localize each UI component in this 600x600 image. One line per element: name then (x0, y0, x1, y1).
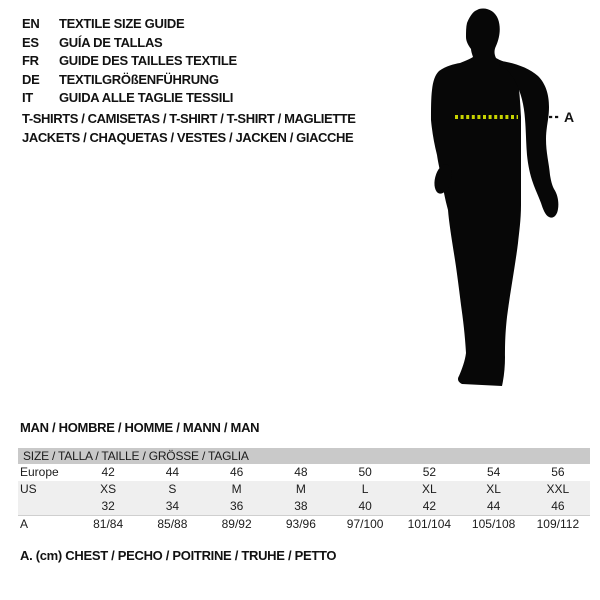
table-cell: M (295, 482, 306, 496)
table-cell: 46 (551, 499, 565, 513)
table-cell: 48 (294, 465, 308, 479)
table-cell: 44 (486, 499, 501, 513)
man-silhouette-figure (415, 5, 575, 395)
language-label: TEXTILE SIZE GUIDE (59, 16, 185, 31)
table-cell: XS (100, 482, 117, 496)
row-label: Europe (20, 465, 59, 479)
table-cell: 42 (422, 499, 437, 513)
table-cell: M (231, 482, 242, 496)
language-code: ES (22, 34, 39, 50)
section-title-man: MAN / HOMBRE / HOMME / MANN / MAN (20, 420, 260, 435)
table-cell: L (361, 482, 369, 496)
table-cell: 101/104 (407, 517, 452, 531)
chest-measure-footnote: A. (cm) CHEST / PECHO / POITRINE / TRUHE / PETTO (20, 548, 337, 563)
row-label: US (20, 482, 37, 496)
garment-categories (22, 110, 356, 147)
table-cell: 89/92 (221, 517, 252, 531)
language-code: FR (22, 53, 39, 68)
table-row-europe (18, 464, 590, 481)
size-table (18, 448, 590, 533)
table-cell: 34 (165, 499, 180, 513)
language-label: GUIDA ALLE TAGLIE TESSILI (59, 90, 234, 105)
table-row-chest-a (18, 515, 590, 533)
table-cell: XL (486, 482, 501, 496)
table-cell: 40 (358, 499, 372, 513)
table-cell: 56 (551, 465, 565, 479)
table-cell: 42 (101, 465, 115, 479)
language-row-es (22, 34, 237, 53)
language-row-fr (22, 52, 237, 71)
language-code: DE (22, 71, 40, 87)
table-cell: 36 (229, 499, 244, 513)
measure-label-a: A (564, 109, 575, 125)
table-cell: 109/112 (536, 517, 580, 531)
table-cell: 38 (294, 499, 308, 513)
language-label: TEXTILGRÖßENFÜHRUNG (59, 71, 219, 87)
table-cell: 93/96 (285, 517, 316, 531)
table-cell: 97/100 (346, 517, 384, 531)
size-table-header: SIZE / TALLA / TAILLE / GRÖSSE / TAGLIA (18, 448, 590, 464)
table-cell: 52 (422, 465, 437, 479)
language-label: GUÍA DE TALLAS (59, 34, 163, 50)
table-cell: 105/108 (471, 517, 516, 531)
table-cell: 85/88 (157, 517, 188, 531)
language-row-de (22, 71, 237, 90)
language-code: IT (22, 90, 33, 105)
table-row-numeric (18, 498, 590, 515)
table-cell: S (168, 482, 177, 496)
table-cell: 81/84 (93, 517, 124, 531)
table-cell: XXL (546, 482, 570, 496)
category-line-jackets: JACKETS / CHAQUETAS / VESTES / JACKEN / GIACCHE (22, 129, 354, 145)
table-cell: 44 (165, 465, 180, 479)
table-row-us (18, 481, 590, 498)
language-row-en (22, 15, 237, 34)
category-line-tshirts: T-SHIRTS / CAMISETAS / T-SHIRT / T-SHIRT / MAGLIETTE (22, 111, 356, 126)
language-guide-list (22, 15, 237, 108)
language-label: GUIDE DES TAILLES TEXTILE (59, 53, 237, 68)
table-cell: 32 (101, 499, 115, 513)
row-label: A (20, 517, 29, 531)
table-cell: 50 (358, 465, 372, 479)
language-row-it (22, 89, 237, 108)
table-cell: 46 (229, 465, 244, 479)
table-cell: XL (422, 482, 437, 496)
table-cell: 54 (486, 465, 501, 479)
language-code: EN (22, 16, 40, 31)
